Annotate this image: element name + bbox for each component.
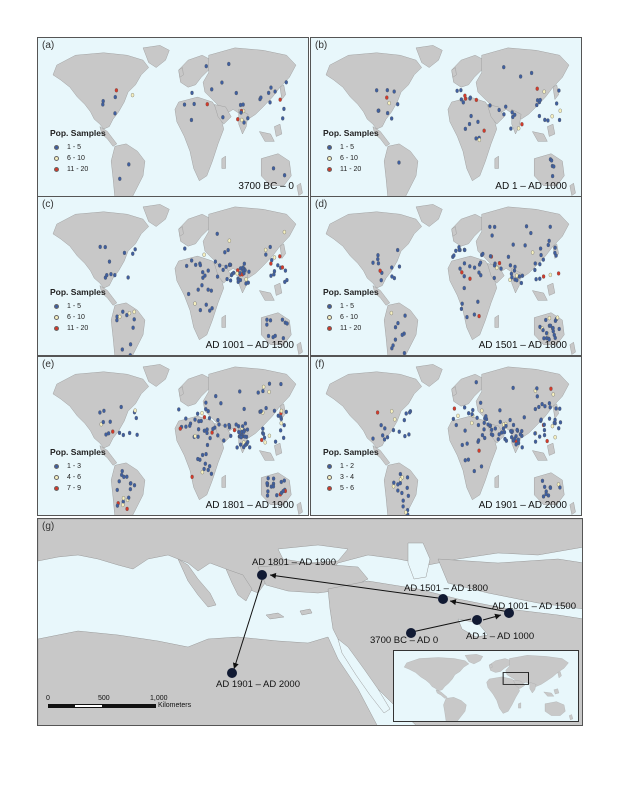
legend-dot-icon [327,167,332,172]
legend-row [54,301,106,312]
panel-label: (d) [315,199,328,210]
legend-dot-icon [54,315,59,320]
legend-class-label: 11 - 20 [340,166,362,173]
legend-dot-icon [54,156,59,161]
legend-row [327,461,379,472]
legend [323,287,379,334]
panel-label: (e) [42,359,55,370]
legend-dot-icon [327,145,332,150]
panel-label: (g) [42,521,55,532]
legend-class-label: 6 - 10 [67,314,85,321]
centroid-label-0: 3700 BC – AD 0 [370,635,439,646]
legend-row [54,472,106,483]
scale-tick-2: 1,000 [150,695,168,702]
period-label: AD 1001 – AD 1500 [205,340,294,351]
legend-class-label: 7 - 9 [67,485,82,492]
centroid-ad1801 [257,570,267,580]
legend-row [54,312,106,323]
panel-label: (b) [315,40,328,51]
legend-dot-icon [54,167,59,172]
centroid-label-1: AD 1 – AD 1000 [466,631,535,642]
legend-row [54,142,106,153]
legend-row [327,472,379,483]
legend-row [327,483,379,494]
period-label: AD 1501 – AD 1800 [478,340,567,351]
legend-row [327,323,379,334]
map-panel-c [37,196,309,356]
legend-row [327,164,379,175]
legend [50,287,106,334]
legend-dot-icon [327,304,332,309]
legend-class-label: 11 - 20 [340,325,362,332]
inset-world-map [393,650,579,722]
panel-g-map [37,518,583,726]
legend-dot-icon [327,156,332,161]
map-panel-a [37,37,309,197]
legend-class-label: 11 - 20 [67,166,89,173]
legend [50,447,106,494]
legend-title: Pop. Samples [50,447,106,457]
legend-class-label: 6 - 10 [67,155,85,162]
legend-class-label: 6 - 10 [340,155,358,162]
legend-row [327,153,379,164]
legend-class-label: 3 - 4 [340,474,355,481]
period-label: AD 1 – AD 1000 [495,181,567,192]
legend-dot-icon [54,304,59,309]
legend-class-label: 1 - 5 [67,303,82,310]
map-panel-e [37,356,309,516]
legend [323,128,379,175]
legend-dot-icon [54,475,59,480]
legend-row [54,483,106,494]
scale-unit: Kilometers [158,702,192,709]
legend-dot-icon [327,475,332,480]
legend-dot-icon [327,315,332,320]
centroid-label-5: AD 1901 – AD 2000 [216,679,300,690]
legend-row [54,461,106,472]
map-panel-f [310,356,582,516]
centroid-ad1901 [227,668,237,678]
legend-class-label: 5 - 6 [340,485,355,492]
legend-dot-icon [327,326,332,331]
centroid-label-2: AD 1001 – AD 1500 [492,601,576,612]
legend-title: Pop. Samples [50,128,106,138]
legend-class-label: 1 - 5 [340,144,355,151]
legend-dot-icon [327,486,332,491]
legend-dot-icon [54,326,59,331]
legend-dot-icon [54,145,59,150]
legend-class-label: 1 - 3 [67,463,82,470]
legend-class-label: 1 - 5 [340,303,355,310]
legend-class-label: 11 - 20 [67,325,89,332]
legend-row [327,142,379,153]
legend-row [54,323,106,334]
period-label: AD 1901 – AD 2000 [478,500,567,511]
map-panel-b [310,37,582,197]
panel-label: (c) [42,199,54,210]
legend [50,128,106,175]
legend-class-label: 1 - 5 [67,144,82,151]
legend-dot-icon [54,486,59,491]
legend-title: Pop. Samples [323,128,379,138]
legend-row [54,153,106,164]
legend-title: Pop. Samples [50,287,106,297]
period-label: 3700 BC – 0 [238,181,294,192]
legend-row [327,301,379,312]
centroid-label-4: AD 1801 – AD 1900 [252,557,336,568]
centroid-ad1 [472,615,482,625]
legend-dot-icon [54,464,59,469]
centroid-label-3: AD 1501 – AD 1800 [404,583,488,594]
map-panel-d [310,196,582,356]
legend-class-label: 1 - 2 [340,463,355,470]
panel-label: (f) [315,359,325,370]
legend-dot-icon [327,464,332,469]
legend [323,447,379,494]
legend-title: Pop. Samples [323,447,379,457]
legend-row [54,164,106,175]
panel-label: (a) [42,40,55,51]
legend-title: Pop. Samples [323,287,379,297]
scale-tick-1: 500 [98,695,110,702]
legend-class-label: 4 - 6 [67,474,82,481]
inset-map-svg [394,651,578,721]
period-label: AD 1801 – AD 1900 [205,500,294,511]
scale-bar [46,695,206,713]
legend-row [327,312,379,323]
centroid-ad1501 [438,594,448,604]
scale-tick-0: 0 [46,695,50,702]
legend-class-label: 6 - 10 [340,314,358,321]
